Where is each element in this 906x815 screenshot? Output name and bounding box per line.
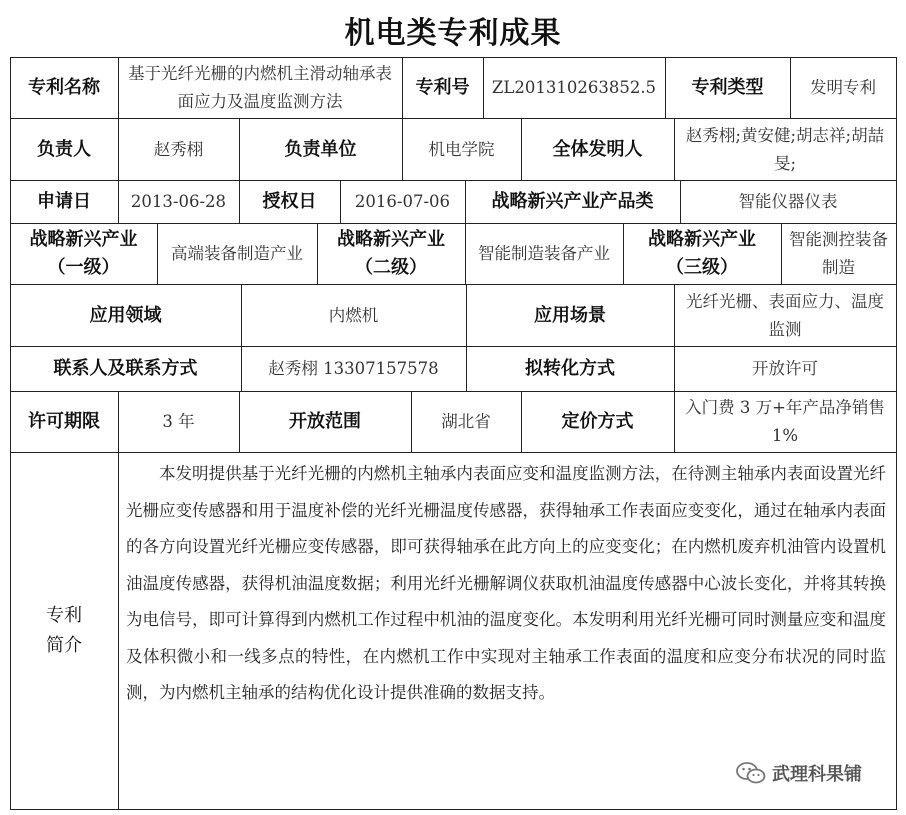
level1-value: 高端装备制造产业 [171,244,303,263]
apply-date-value: 2013-06-28 [130,192,227,211]
patent-no-label: 专利号 [415,77,470,98]
patent-name-value: 基于光纤光栅的内燃机主滑动轴承表面应力及温度监测方法 [128,64,392,111]
intro-text: 本发明提供基于光纤光栅的内燃机主轴承内表面应变和温度监测方法，在待测主轴承内表面设置光纤光栅应变传感器和用于温度补偿的光纤光栅温度传感器，获得轴承工作表面应变变化，通过在轴承内表面的各方向设置光纤光栅应变传感器，即可获得轴承在此方向上的应变变化；在内燃机废弃机油管内设置机油温度传感器，获得机油温度数据；利用光纤光栅解调仪获取机油温度传感器中心波长变化，并将其转换为电信号，即可计算得到内燃机工作过程中机油的温度变化。本发明利用光纤光栅可同时测量应变和温度及体积微小和一线多点的特性，在内燃机工作中实现对主轴承工作表面的温度和应变分布状况的同时监测，为内燃机主轴承的结构优化设计提供准确的数据支持。 [126,464,886,702]
unit-label: 负责单位 [284,138,357,160]
grant-date-label: 授权日 [262,191,317,212]
page-title: 机电类专利成果 [344,16,562,51]
field-value: 内燃机 [328,305,379,325]
patent-type-label: 专利类型 [691,77,764,98]
intro-label: 专利简介 [46,604,82,656]
transfer-value: 开放许可 [752,359,818,378]
pricing-value: 入门费 3 万+年产品净销售 1% [685,398,885,445]
col-divider [674,391,675,453]
col-divider [674,284,675,347]
grant-date-value: 2016-07-06 [354,192,451,211]
inventors-value: 赵秀栩;黄安健;胡志祥;胡喆旻; [685,125,885,173]
unit-value: 机电学院 [428,139,495,159]
level3-label: 战略新兴产业（三级） [648,229,756,278]
col-divider [674,118,675,181]
watermark [736,760,862,786]
table-border-right [896,57,897,810]
col-divider [118,452,119,810]
level1-label: 战略新兴产业（一级） [29,229,138,278]
license-period-label: 许可期限 [28,411,100,432]
owner-label: 负责人 [37,138,91,160]
wechat-icon [736,761,766,785]
open-scope-value: 湖北省 [441,412,491,431]
transfer-label: 拟转化方式 [525,358,615,379]
scene-value: 光纤光栅、表面应力、温度监测 [686,291,884,339]
field-label: 应用领域 [89,304,162,326]
patent-name-label: 专利名称 [28,77,100,98]
watermark-text: 武理科果铺 [772,764,862,785]
patent-no-value: ZL201310263852.5 [491,78,657,97]
category-value: 智能仪器仪表 [738,192,838,211]
contact-value: 赵秀栩 13307157578 [268,359,439,378]
level2-value: 智能制造装备产业 [478,244,610,263]
owner-value: 赵秀栩 [153,139,204,159]
scene-label: 应用场景 [534,304,606,326]
patent-type-value: 发明专利 [810,78,876,97]
category-label: 战略新兴产业产品类 [491,191,654,212]
table-border-bottom [10,809,897,810]
col-divider [118,57,119,119]
inventors-label: 全体发明人 [552,138,643,160]
level3-value: 智能测控装备制造 [789,230,888,277]
level2-label: 战略新兴产业（二级） [337,229,445,278]
contact-label: 联系人及联系方式 [53,358,198,379]
license-period-value: 3 年 [162,412,195,431]
open-scope-label: 开放范围 [289,411,361,432]
apply-date-label: 申请日 [37,191,91,212]
pricing-label: 定价方式 [561,411,634,432]
